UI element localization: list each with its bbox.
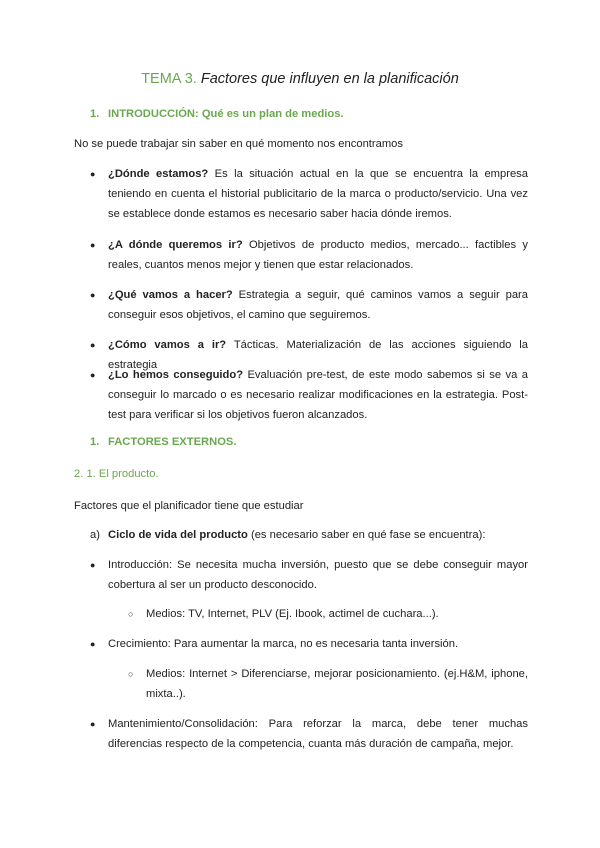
question-item [108, 235, 528, 275]
factors-paragraph: Factores que el planificador tiene que estudiar [74, 500, 304, 512]
bullet-icon: ● [90, 169, 96, 179]
title-text: Factores que influyen en la planificación [200, 71, 459, 87]
question-label: ¿Lo hemos conseguido? [108, 369, 244, 381]
bullet-icon: ● [90, 290, 96, 300]
section1-number: 1. [90, 108, 100, 120]
question-label: ¿Qué vamos a hacer? [108, 289, 233, 301]
question-item [108, 285, 528, 325]
question-label: ¿Dónde estamos? [108, 168, 209, 180]
lifecycle-label: Ciclo de vida del producto [108, 529, 248, 541]
bullet-icon: ● [90, 719, 96, 729]
item-letter: a) [90, 529, 100, 541]
question-text: Es la situación actual en la que se encuentra la empresa teniendo en cuenta el historial publicitario de la marca o producto/servicio. Una vez se establece donde estamos es necesario saber hacia dónde iremos. [108, 168, 528, 220]
lifecycle-item [108, 525, 528, 545]
question-text: Objetivos de producto medios, mercado... factibles y reales, cuantos menos mejor y tienen que estar relacionados. [108, 239, 528, 271]
bullet-icon: ● [90, 370, 96, 380]
phase-media: Medios: Internet > Diferenciarse, mejorar posicionamiento. (ej.H&M, iphone, mixta..). [146, 668, 528, 700]
intro-paragraph: No se puede trabajar sin saber en qué momento nos encontramos [74, 138, 403, 150]
question-item [108, 365, 528, 425]
lifecycle-text: (es necesario saber en qué fase se encuentra): [247, 529, 486, 541]
question-label: ¿Cómo vamos a ir? [108, 339, 227, 351]
question-item [108, 164, 528, 224]
hollow-bullet-icon: ○ [128, 609, 134, 619]
section2-number: 1. [90, 436, 100, 448]
section2-heading: FACTORES EXTERNOS. [108, 436, 237, 448]
phase-item: Introducción: Se necesita mucha inversión, puesto que se debe conseguir mayor cobertura al ser un producto desconocido. [108, 559, 528, 591]
question-text: Evaluación pre-test, de este modo sabemos si se va a conseguir lo marcado o es necesario realizar modificaciones en la estrategia. Post-test para verificar si los objetivos fueron alcanzados. [108, 369, 528, 421]
bullet-icon: ● [90, 340, 96, 350]
phase-item: Crecimiento: Para aumentar la marca, no es necesaria tanta inversión. [108, 638, 459, 650]
bullet-icon: ● [90, 639, 96, 649]
question-text: Estrategia a seguir, qué caminos vamos a seguir para conseguir esos objetivos, el camino que seguiremos. [108, 289, 528, 321]
hollow-bullet-icon: ○ [128, 669, 134, 679]
page-title [0, 71, 600, 87]
question-label: ¿A dónde queremos ir? [108, 239, 243, 251]
title-tema: TEMA 3. [141, 71, 197, 87]
bullet-icon: ● [90, 560, 96, 570]
question-text: Tácticas. Materialización de las acciones siguiendo la estrategia [108, 339, 528, 371]
section1-heading: INTRODUCCIÓN: Qué es un plan de medios. [108, 108, 344, 120]
phase-media: Medios: TV, Internet, PLV (Ej. Ibook, actimel de cuchara...). [146, 608, 439, 620]
subsection-heading: 2. 1. El producto. [74, 468, 159, 480]
phase-item: Mantenimiento/Consolidación: Para reforzar la marca, debe tener muchas diferencias respecto de la competencia, cuanta más duración de campaña, mejor. [108, 718, 528, 750]
bullet-icon: ● [90, 240, 96, 250]
